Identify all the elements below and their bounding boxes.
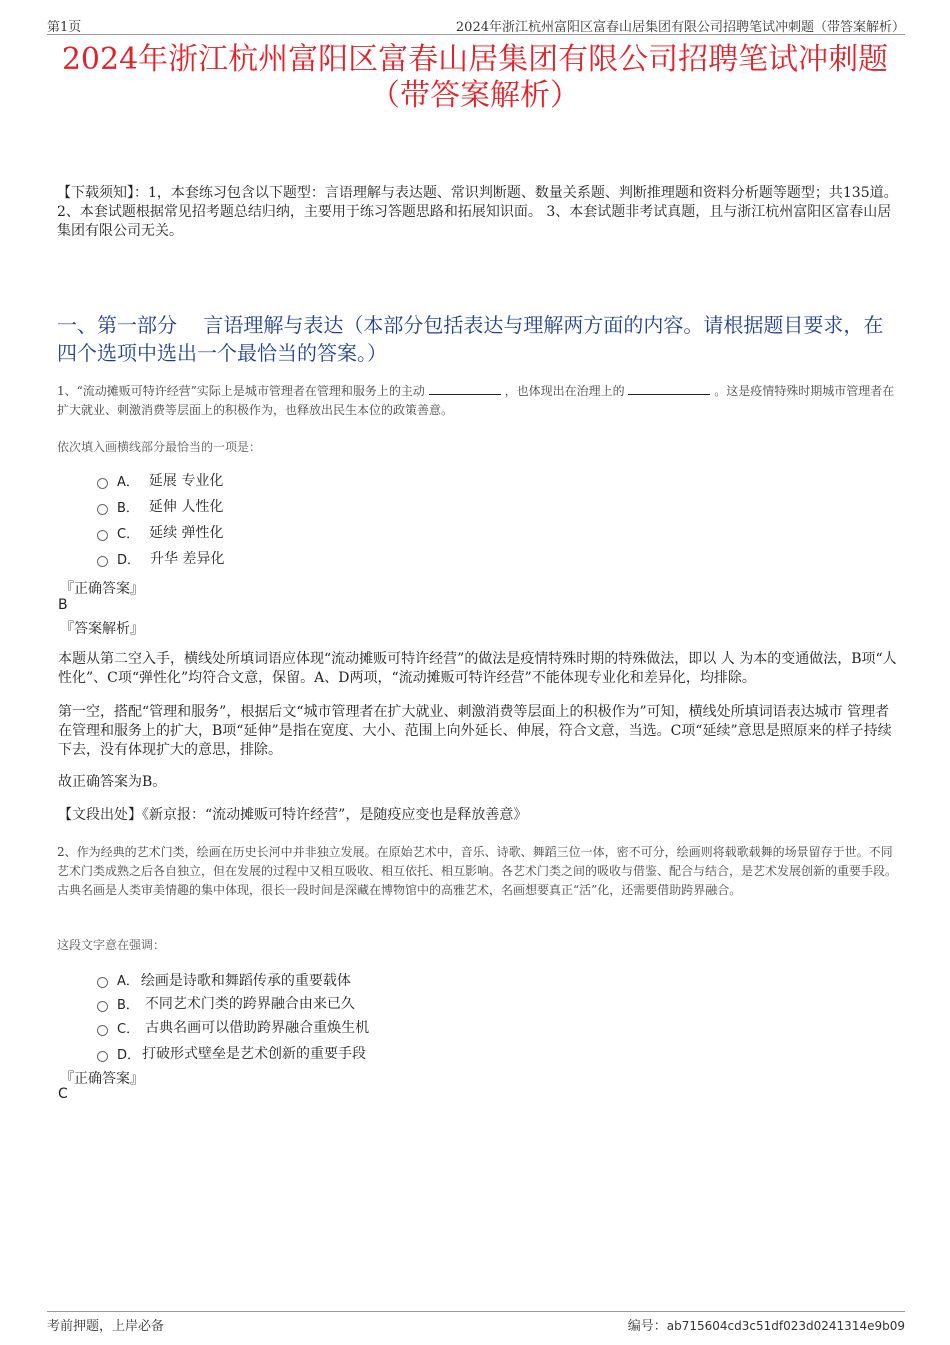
footer-serial-label: 编号：: [627, 1319, 667, 1334]
q1-answer: B: [58, 597, 68, 613]
radio-icon[interactable]: [97, 530, 108, 541]
q1-option-c[interactable]: C． 延续 弹性化: [97, 519, 224, 545]
radio-icon[interactable]: [97, 504, 108, 515]
download-notice: 【下载须知】：1，本套练习包含以下题型：言语理解与表达题、常识判断题、数量关系题、判断推理题和资料分析题等题型；共135道。 2、本套试题根据常见招考题总结归纳，主要用于练习答题思路和拓展知识面。 3、本套试题非考试真题，且与浙江杭州富阳区富春山居集团有限公司无关。: [57, 185, 898, 239]
q1-answer-label: 『正确答案』: [60, 581, 144, 597]
title-line-1: 2024年浙江杭州富阳区富春山居集团有限公司招聘笔试冲刺题: [61, 42, 889, 77]
q1-options: [97, 467, 224, 571]
radio-icon[interactable]: [97, 1051, 108, 1062]
q2-answer-label: 『正确答案』: [60, 1071, 144, 1087]
footer-slogan: 考前押题，上岸必备: [47, 1319, 165, 1334]
q1-analysis-p3: 故正确答案为B。: [58, 774, 167, 790]
q2-answer: C: [58, 1086, 68, 1102]
q2-prompt: 这段文字意在强调：: [57, 938, 166, 952]
q2-option-b[interactable]: B． 不同艺术门类的跨界融合由来已久: [97, 992, 369, 1014]
q2-option-a[interactable]: A． 绘画是诗歌和舞蹈传承的重要载体: [97, 967, 369, 992]
question-1-text: [57, 382, 898, 420]
footer-serial-code: ab715604cd3c51df023d0241314e9b09: [666, 1319, 905, 1333]
q1-prompt: 依次填入画横线部分最恰当的一项是：: [57, 440, 262, 454]
q2-options: [97, 967, 369, 1066]
radio-icon[interactable]: [97, 556, 108, 567]
q2-option-d[interactable]: D． 打破形式壁垒是艺术创新的重要手段: [97, 1040, 369, 1066]
q1-text-b: ，也体现出在治理上的: [504, 384, 625, 398]
q1-analysis-label: 『答案解析』: [60, 621, 144, 637]
footer-serial: [628, 1315, 905, 1334]
q1-analysis-p1: 本题从第二空入手，横线处所填词语应体现“流动摊贩可特许经营”的做法是疫情特殊时期的特殊做法，即以 人 为本的变通做法，B项“人性化”、C项“弹性化”均符合文意，保留。A、D两项，“流动摊贩可特许经营”不能体现专业化和差异化，均排除。: [58, 651, 897, 686]
q2-option-c[interactable]: C． 古典名画可以借助跨界融合重焕生机: [97, 1014, 369, 1040]
q1-blank-1: [429, 382, 501, 395]
radio-icon[interactable]: [97, 478, 108, 489]
q1-blank-2: [628, 382, 710, 395]
q1-source: 【文段出处】《新京报：“流动摊贩可特许经营”，是随疫应变也是释放善意》: [58, 807, 528, 823]
question-2-text: 2、作为经典的艺术门类，绘画在历史长河中并非独立发展。在原始艺术中，音乐、诗歌、舞蹈三位一体，密不可分，绘画则将载歌载舞的场景留存于世。不同艺术门类成熟之后各自独立，但在发展的过程中又相互吸收、相互依托、相互影响。各艺术门类之间的吸收与借鉴、配合与结合，是艺术发展创新的重要手段。古典名画是人类审美情趣的集中体现，很长一段时间是深藏在博物馆中的高雅艺术，名画想要真正“活”化，还需要借助跨界融合。: [57, 845, 898, 897]
page-footer: [47, 1311, 905, 1337]
radio-icon[interactable]: [97, 1025, 108, 1036]
q1-option-d[interactable]: D． 升华 差异化: [97, 545, 224, 571]
q1-option-a[interactable]: A． 延展 专业化: [97, 467, 224, 493]
header-doc-title: 2024年浙江杭州富阳区富春山居集团有限公司招聘笔试冲刺题（带答案解析）: [455, 20, 905, 35]
radio-icon[interactable]: [97, 977, 108, 988]
q1-text-c: 。这是疫情特殊时期城市管理者在扩大就业、刺激消费等层面上的积极作为，也释放出民生本位的政策善意。: [57, 384, 895, 417]
radio-icon[interactable]: [97, 1001, 108, 1012]
title-line-2: （带答案解析）: [370, 78, 580, 113]
document-title: [30, 42, 920, 114]
q1-analysis-p2: 第一空，搭配“管理和服务”，根据后文“城市管理者在扩大就业、刺激消费等层面上的积极作为”可知，横线处所填词语表达城市 管理者在管理和服务上的扩大，B项“延伸”是指在宽度、大小、范围上向外延长、伸展，符合文意，当选。C项“延续”意思是照原来的样子持续下去，没有体现扩大的意思，排除。: [58, 704, 892, 758]
q1-option-b[interactable]: B． 延伸 人性化: [97, 493, 224, 519]
q1-text-a: 1、“流动摊贩可特许经营”实际上是城市管理者在管理和服务上的主动: [57, 384, 425, 398]
page-header: [47, 14, 905, 35]
section-heading: 一、第一部分 言语理解与表达（本部分包括表达与理解两方面的内容。请根据题目要求，在四个选项中选出一个最恰当的答案。）: [57, 313, 884, 365]
page-number: 第1页: [47, 20, 82, 35]
